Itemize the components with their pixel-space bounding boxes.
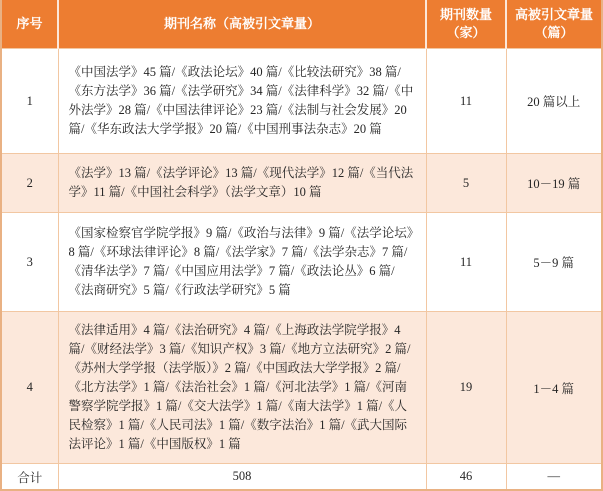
row-4-citation-range: 1－4 篇 bbox=[506, 312, 602, 464]
row-2-journal-count: 5 bbox=[426, 154, 506, 213]
col-header-seq-label: 序号 bbox=[16, 16, 43, 31]
col-header-citation-range-unit: （篇） bbox=[534, 25, 574, 40]
table-row bbox=[1, 312, 602, 464]
total-journal-count: 46 bbox=[426, 464, 506, 491]
total-label: 合计 bbox=[1, 464, 58, 491]
row-4-seq: 4 bbox=[1, 312, 58, 464]
col-header-citation-range bbox=[506, 0, 602, 49]
row-2-citation-range: 10－19 篇 bbox=[506, 154, 602, 213]
table-row bbox=[1, 154, 602, 213]
col-header-journal-count-unit: （家） bbox=[446, 25, 486, 40]
row-2-seq: 2 bbox=[1, 154, 58, 213]
row-1-journals: 《中国法学》45 篇/《政法论坛》40 篇/《比较法研究》38 篇/《东方法学》36 篇/《法学研究》34 篇/《法律科学》32 篇/《中外法学》28 篇/《中国法律评论》23 篇/《法制与社会发展》20 篇/《华东政法大学学报》20 篇/《中国刑事法杂志》20 篇 bbox=[58, 49, 426, 154]
row-3-citation-range: 5－9 篇 bbox=[506, 213, 602, 312]
row-3-journal-count: 11 bbox=[426, 213, 506, 312]
row-3-seq: 3 bbox=[1, 213, 58, 312]
col-header-journal-count-title: 期刊数量 bbox=[439, 7, 492, 22]
total-articles: 508 bbox=[58, 464, 426, 491]
row-3-journals: 《国家检察官学院学报》9 篇/《政治与法律》9 篇/《法学论坛》8 篇/《环球法律评论》8 篇/《法学家》7 篇/《法学杂志》7 篇/《清华法学》7 篇/《中国应用法学》7 篇/《政法论丛》6 篇/《法商研究》5 篇/《行政法学研究》5 篇 bbox=[58, 213, 426, 312]
total-row bbox=[1, 464, 602, 491]
col-header-journal-count bbox=[426, 0, 506, 49]
col-header-seq bbox=[1, 0, 58, 49]
row-1-citation-range: 20 篇以上 bbox=[506, 49, 602, 154]
total-citation-range: — bbox=[506, 464, 602, 491]
header-row bbox=[1, 0, 602, 49]
row-4-journal-count: 19 bbox=[426, 312, 506, 464]
col-header-journal-name bbox=[58, 0, 426, 49]
col-header-journal-name-label: 期刊名称（高被引文章量） bbox=[163, 16, 320, 31]
row-1-journal-count: 11 bbox=[426, 49, 506, 154]
table-row bbox=[1, 213, 602, 312]
table-row bbox=[1, 49, 602, 154]
row-1-seq: 1 bbox=[1, 49, 58, 154]
row-4-journals: 《法律适用》4 篇/《法治研究》4 篇/《上海政法学院学报》4 篇/《财经法学》3 篇/《知识产权》3 篇/《地方立法研究》2 篇/《苏州大学学报（法学版）》2 篇/《中国政法大学学报》2 篇/《北方法学》1 篇/《法治社会》1 篇/《河北法学》1 篇/《河南警察学院学报》1 篇/《交大法学》1 篇/《南大法学》1 篇/《人民检察》1 篇/《人民司法》1 篇/《数字法治》1 篇/《武大国际法评论》1 篇/《中国版权》1 篇 bbox=[58, 312, 426, 464]
col-header-citation-range-title: 高被引文章量 bbox=[514, 7, 593, 22]
row-2-journals: 《法学》13 篇/《法学评论》13 篇/《现代法学》12 篇/《当代法学》11 篇/《中国社会科学》（法学文章）10 篇 bbox=[58, 154, 426, 213]
